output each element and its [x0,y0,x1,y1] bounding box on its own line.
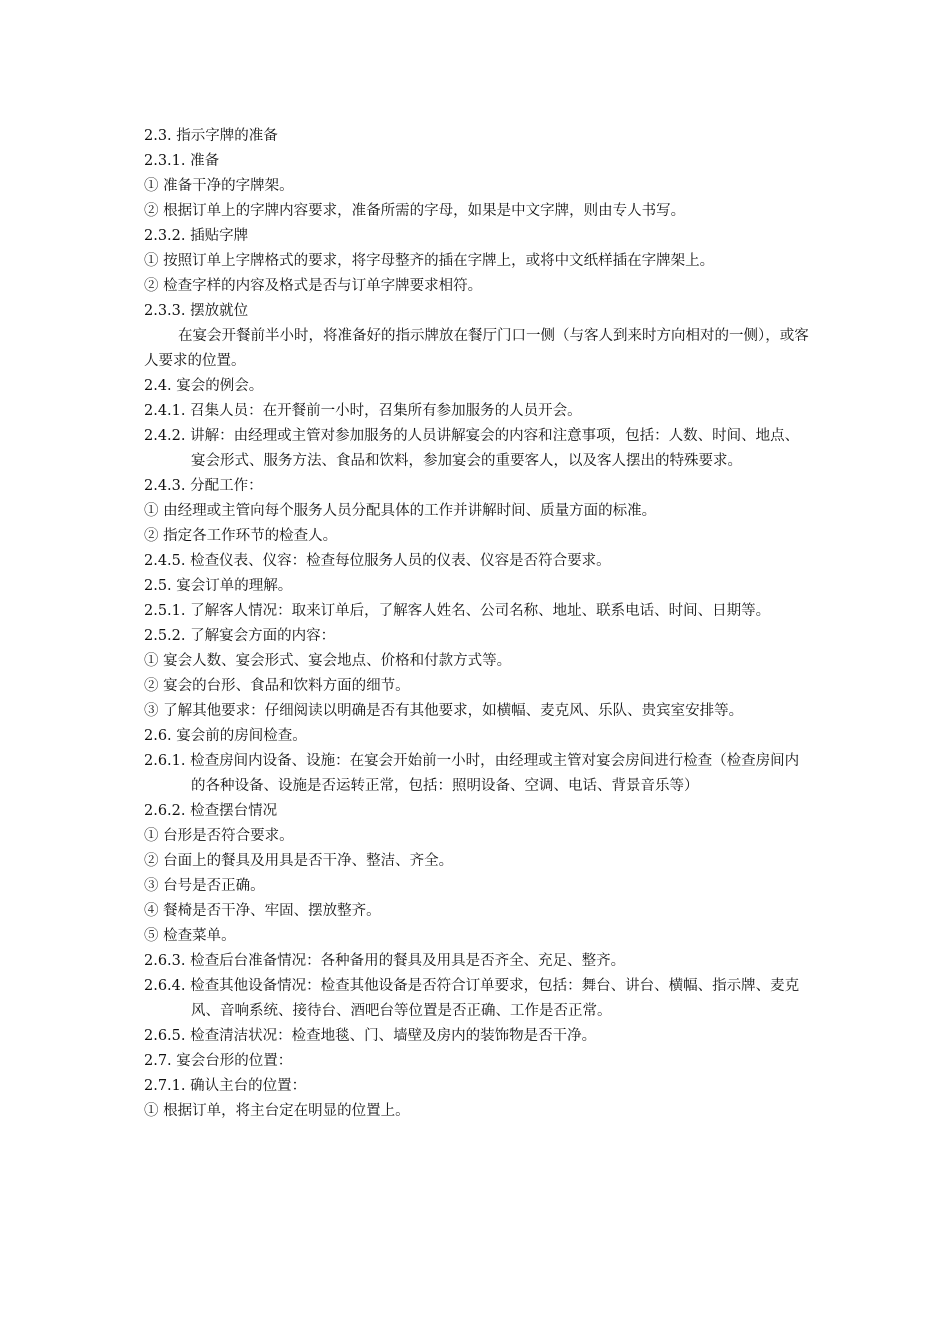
heading-2-3-2: 2.3.2. 插贴字牌 [144,228,249,244]
list-item: ① 准备干净的字牌架。 [144,178,294,194]
list-item: ② 指定各工作环节的检查人。 [144,528,338,544]
list-item: ⑤ 检查菜单。 [144,928,236,944]
list-item: ② 根据订单上的字牌内容要求，准备所需的字母，如果是中文字牌，则由专人书写。 [144,203,686,219]
list-item: ① 根据订单，将主台定在明显的位置上。 [144,1103,410,1119]
list-item: ② 台面上的餐具及用具是否干净、整洁、齐全。 [144,853,454,869]
list-item: ② 宴会的台形、食品和饮料方面的细节。 [144,678,410,694]
list-item: ① 宴会人数、宴会形式、宴会地点、价格和付款方式等。 [144,653,512,669]
heading-2-4-3: 2.4.3. 分配工作： [144,478,263,494]
item-2-6-3: 2.6.3. 检查后台准备情况：各种备用的餐具及用具是否齐全、充足、整齐。 [144,953,626,969]
heading-2-5: 2.5. 宴会订单的理解。 [144,578,293,594]
list-item: ④ 餐椅是否干净、牢固、摆放整齐。 [144,903,381,919]
item-2-6-1: 2.6.1. 检查房间内设备、设施：在宴会开始前一小时，由经理或主管对宴会房间进行检查（检查房间内的各种设备、设施是否运转正常，包括：照明设备、空调、电话、背景音乐等） [144,753,800,794]
item-2-5-1: 2.5.1. 了解客人情况：取来订单后，了解客人姓名、公司名称、地址、联系电话、时间、日期等。 [144,603,771,619]
list-item: ② 检查字样的内容及格式是否与订单字牌要求相符。 [144,278,483,294]
document-page [144,124,810,1124]
list-item: ① 按照订单上字牌格式的要求，将字母整齐的插在字牌上，或将中文纸样插在字牌架上。 [144,253,715,269]
heading-2-3-1: 2.3.1. 准备 [144,153,220,169]
heading-2-6-2: 2.6.2. 检查摆台情况 [144,803,278,819]
item-2-4-1: 2.4.1. 召集人员：在开餐前一小时，召集所有参加服务的人员开会。 [144,403,582,419]
heading-2-7-1: 2.7.1. 确认主台的位置： [144,1078,307,1094]
item-2-6-4: 2.6.4. 检查其他设备情况：检查其他设备是否符合订单要求，包括：舞台、讲台、横幅、指示牌、麦克风、音响系统、接待台、酒吧台等位置是否正确、工作是否正常。 [144,978,800,1019]
paragraph: 在宴会开餐前半小时，将准备好的指示牌放在餐厅门口一侧（与客人到来时方向相对的一侧），或客人要求的位置。 [144,328,809,369]
list-item: ③ 了解其他要求：仔细阅读以明确是否有其他要求，如横幅、麦克风、乐队、贵宾室安排等。 [144,703,744,719]
list-item: ① 由经理或主管向每个服务人员分配具体的工作并讲解时间、质量方面的标准。 [144,503,657,519]
heading-2-7: 2.7. 宴会台形的位置： [144,1053,293,1069]
heading-2-3: 2.3. 指示字牌的准备 [144,128,278,144]
heading-2-4: 2.4. 宴会的例会。 [144,378,264,394]
item-2-4-2: 2.4.2. 讲解：由经理或主管对参加服务的人员讲解宴会的内容和注意事项，包括：人数、时间、地点、宴会形式、服务方法、食品和饮料，参加宴会的重要客人，以及客人摆出的特殊要求。 [144,428,800,469]
heading-2-6: 2.6. 宴会前的房间检查。 [144,728,307,744]
heading-2-5-2: 2.5.2. 了解宴会方面的内容： [144,628,336,644]
item-2-4-5: 2.4.5. 检查仪表、仪容：检查每位服务人员的仪表、仪容是否符合要求。 [144,553,611,569]
list-item: ③ 台号是否正确。 [144,878,265,894]
heading-2-3-3: 2.3.3. 摆放就位 [144,303,249,319]
item-2-6-5: 2.6.5. 检查清洁状况：检查地毯、门、墙壁及房内的装饰物是否干净。 [144,1028,597,1044]
list-item: ① 台形是否符合要求。 [144,828,294,844]
